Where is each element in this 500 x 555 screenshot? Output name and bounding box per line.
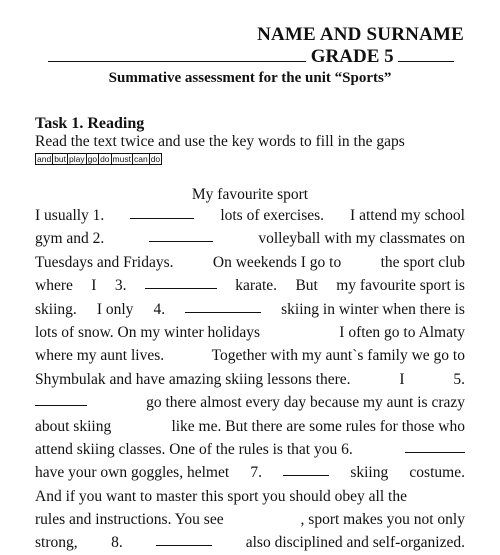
story-text-segment: I attend my school xyxy=(350,207,465,224)
grade-blank-line[interactable] xyxy=(398,46,454,62)
gap-2-blank[interactable] xyxy=(149,227,213,242)
story-text-segment: karate. xyxy=(235,277,278,295)
story-title: My favourite sport xyxy=(191,186,309,203)
story-text-segment: about skiing xyxy=(35,417,112,435)
story-text-segment: have your own goggles, helmet xyxy=(35,464,230,482)
story-line xyxy=(35,204,465,227)
keyword-item: do xyxy=(150,154,161,164)
task-instruction: Read the text twice and use the key words to fill in the gaps xyxy=(35,133,405,150)
keyword-item: go xyxy=(87,154,98,164)
story-text-segment: I usually 1. xyxy=(35,207,105,224)
story-line xyxy=(35,227,465,250)
story-line xyxy=(35,461,465,484)
story-text-segment: , sport makes you not only xyxy=(300,511,465,529)
story-text-segment: where xyxy=(35,277,73,295)
story-line xyxy=(35,368,465,391)
story-text-segment: On weekends I go to xyxy=(212,253,342,271)
story-text-segment: rules and instructions. You see xyxy=(35,511,224,529)
task-title: Task 1. Reading xyxy=(35,115,145,132)
story-line xyxy=(35,415,465,438)
story-text-segment: volleyball with my classmates on xyxy=(258,230,465,248)
keyword-item: do xyxy=(100,154,110,164)
story-text-segment: the sport club xyxy=(380,253,465,271)
story-line xyxy=(35,321,465,344)
story-text-segment: I xyxy=(91,277,97,295)
story-text-segment: lots of exercises. xyxy=(220,207,325,224)
keyword-item: must xyxy=(112,154,131,164)
story-text-segment: attend skiing classes. One of the rules is that you 6. xyxy=(35,440,353,458)
story-text-segment: skiing xyxy=(350,464,389,482)
gap-1-blank[interactable] xyxy=(130,204,194,219)
story-text-segment: And if you want to master this sport you should obey all the xyxy=(35,487,407,505)
gap-7-blank[interactable] xyxy=(283,461,329,476)
keyword-item: can xyxy=(133,154,148,164)
story-text-segment: Together with my aunt`s family we go to xyxy=(211,347,465,365)
name-blank-line[interactable] xyxy=(48,46,306,62)
keyword-item: and xyxy=(37,154,52,164)
story-text-segment: Shymbulak and have amazing skiing lessons there. xyxy=(35,370,351,388)
gap-4-blank[interactable] xyxy=(185,298,261,313)
story-text-segment: Tuesdays and Fridays. xyxy=(35,253,174,271)
story-line xyxy=(35,485,465,508)
story-text-segment: like me. But there are some rules for those who xyxy=(171,417,465,435)
grade-line xyxy=(48,46,466,68)
story-text-segment: 7. xyxy=(250,464,262,482)
story-line xyxy=(35,251,465,274)
assessment-subtitle: Summative assessment for the unit “Sports” xyxy=(108,70,392,86)
story-line xyxy=(35,508,465,531)
story-text-segment: gym and 2. xyxy=(35,230,105,248)
gap-5-blank[interactable] xyxy=(35,391,87,406)
story-text-segment: where my aunt lives. xyxy=(35,347,165,365)
story-text xyxy=(35,204,465,555)
story-text-segment: skiing in winter when there is xyxy=(281,300,465,318)
keyword-box xyxy=(35,153,162,165)
story-line xyxy=(35,274,465,297)
story-text-segment: go there almost every day because my aunt is crazy xyxy=(146,394,465,412)
story-text-segment: costume. xyxy=(409,464,465,482)
name-surname-label: NAME AND SURNAME xyxy=(257,24,464,45)
grade-label: GRADE 5 xyxy=(310,46,394,67)
story-text-segment: 4. xyxy=(153,300,166,318)
story-text-segment: strong, xyxy=(35,534,78,552)
story-text-segment: I only xyxy=(96,300,134,318)
story-line xyxy=(35,391,465,414)
story-text-segment: also disciplined and self-organized. xyxy=(245,534,465,552)
story-text-segment: 3. xyxy=(114,277,127,295)
story-line xyxy=(35,438,465,461)
keyword-item: play xyxy=(69,154,85,164)
story-text-segment: I xyxy=(399,370,405,388)
gap-8-blank[interactable] xyxy=(156,531,212,546)
story-text-segment: skiing. xyxy=(35,300,77,318)
story-text-segment: I often go to Almaty xyxy=(339,323,465,341)
story-text-segment: lots of snow. On my winter holidays xyxy=(35,323,261,341)
story-line xyxy=(35,344,465,367)
story-text-segment: But xyxy=(295,277,318,295)
story-text-segment: 8. xyxy=(111,534,123,552)
story-text-segment: my favourite sport is xyxy=(336,277,465,295)
story-line xyxy=(35,298,465,321)
gap-6-blank[interactable] xyxy=(405,438,465,453)
story-text-segment: 5. xyxy=(453,370,465,388)
gap-3-blank[interactable] xyxy=(145,274,217,289)
story-line xyxy=(35,531,465,554)
keyword-item: but xyxy=(54,154,67,164)
